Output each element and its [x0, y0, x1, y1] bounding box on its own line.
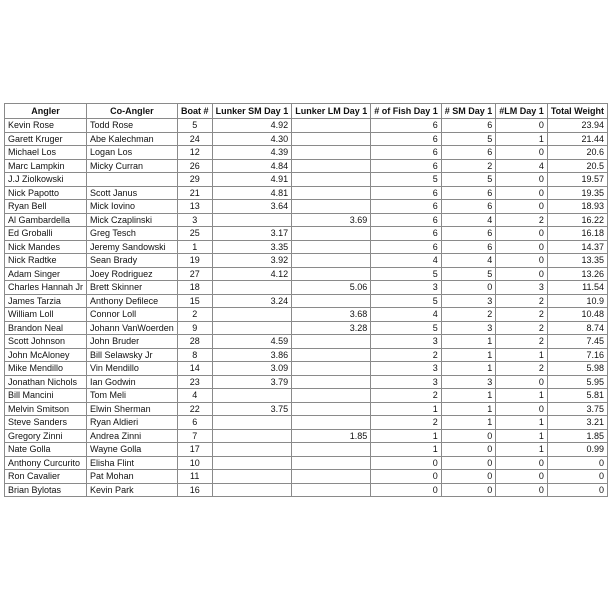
lunker-lm-cell — [292, 375, 371, 389]
co-angler-cell: Pat Mohan — [87, 470, 178, 484]
sm-count-cell: 0 — [441, 281, 496, 295]
co-angler-cell: Johann VanWoerden — [87, 321, 178, 335]
boat-cell: 28 — [177, 335, 212, 349]
total-weight-cell: 16.22 — [547, 213, 607, 227]
fish-count-cell: 2 — [371, 416, 442, 430]
results-table — [4, 103, 608, 497]
total-weight-cell: 3.75 — [547, 402, 607, 416]
sm-count-cell: 1 — [441, 416, 496, 430]
fish-count-cell: 0 — [371, 470, 442, 484]
angler-cell: Garett Kruger — [5, 132, 87, 146]
table-row — [5, 173, 608, 187]
total-weight-cell: 0 — [547, 470, 607, 484]
total-weight-cell: 10.48 — [547, 308, 607, 322]
lunker-sm-cell: 3.86 — [212, 348, 292, 362]
table-row — [5, 267, 608, 281]
lunker-lm-cell — [292, 227, 371, 241]
fish-count-cell: 0 — [371, 483, 442, 497]
total-weight-cell: 0.99 — [547, 443, 607, 457]
lm-count-cell: 0 — [496, 119, 548, 133]
total-weight-cell: 13.35 — [547, 254, 607, 268]
fish-count-cell: 4 — [371, 308, 442, 322]
lunker-lm-cell — [292, 362, 371, 376]
lunker-sm-cell: 4.91 — [212, 173, 292, 187]
lm-count-cell: 2 — [496, 321, 548, 335]
boat-cell: 2 — [177, 308, 212, 322]
lunker-sm-cell — [212, 483, 292, 497]
table-row — [5, 335, 608, 349]
fish-count-cell: 5 — [371, 321, 442, 335]
lm-count-cell: 1 — [496, 443, 548, 457]
angler-cell: Michael Los — [5, 146, 87, 160]
co-angler-cell: Greg Tesch — [87, 227, 178, 241]
angler-cell: Anthony Curcurito — [5, 456, 87, 470]
co-angler-cell: Brett Skinner — [87, 281, 178, 295]
sm-count-cell: 6 — [441, 200, 496, 214]
co-angler-cell: Elwin Sherman — [87, 402, 178, 416]
lunker-lm-cell — [292, 456, 371, 470]
sm-count-cell: 3 — [441, 375, 496, 389]
table-row — [5, 294, 608, 308]
total-weight-cell: 1.85 — [547, 429, 607, 443]
fish-count-cell: 6 — [371, 213, 442, 227]
lunker-lm-cell — [292, 443, 371, 457]
table-row — [5, 240, 608, 254]
table-row — [5, 429, 608, 443]
lm-count-cell: 1 — [496, 389, 548, 403]
header-total-weight: Total Weight — [547, 104, 607, 119]
boat-cell: 8 — [177, 348, 212, 362]
co-angler-cell: Kevin Park — [87, 483, 178, 497]
total-weight-cell: 5.98 — [547, 362, 607, 376]
fish-count-cell: 3 — [371, 335, 442, 349]
boat-cell: 5 — [177, 119, 212, 133]
co-angler-cell: Joey Rodriguez — [87, 267, 178, 281]
lunker-sm-cell — [212, 416, 292, 430]
lunker-sm-cell — [212, 456, 292, 470]
fish-count-cell: 6 — [371, 119, 442, 133]
sm-count-cell: 3 — [441, 294, 496, 308]
co-angler-cell: Micky Curran — [87, 159, 178, 173]
total-weight-cell: 5.95 — [547, 375, 607, 389]
boat-cell: 11 — [177, 470, 212, 484]
co-angler-cell: Bill Selawsky Jr — [87, 348, 178, 362]
fish-count-cell: 3 — [371, 375, 442, 389]
angler-cell: Scott Johnson — [5, 335, 87, 349]
lm-count-cell: 0 — [496, 227, 548, 241]
table-row — [5, 416, 608, 430]
angler-cell: Ron Cavalier — [5, 470, 87, 484]
sm-count-cell: 1 — [441, 362, 496, 376]
fish-count-cell: 6 — [371, 227, 442, 241]
lunker-sm-cell — [212, 281, 292, 295]
fish-count-cell: 1 — [371, 443, 442, 457]
lm-count-cell: 2 — [496, 213, 548, 227]
header-lunker-sm: Lunker SM Day 1 — [212, 104, 292, 119]
lunker-lm-cell — [292, 173, 371, 187]
angler-cell: Nick Radtke — [5, 254, 87, 268]
lm-count-cell: 2 — [496, 335, 548, 349]
lunker-lm-cell — [292, 240, 371, 254]
lunker-sm-cell — [212, 321, 292, 335]
angler-cell: Adam Singer — [5, 267, 87, 281]
co-angler-cell: Mick Czaplinski — [87, 213, 178, 227]
sm-count-cell: 0 — [441, 483, 496, 497]
angler-cell: Melvin Smitson — [5, 402, 87, 416]
boat-cell: 25 — [177, 227, 212, 241]
table-row — [5, 470, 608, 484]
lunker-sm-cell: 3.24 — [212, 294, 292, 308]
table-row — [5, 159, 608, 173]
lm-count-cell: 0 — [496, 186, 548, 200]
angler-cell: John McAloney — [5, 348, 87, 362]
boat-cell: 26 — [177, 159, 212, 173]
sm-count-cell: 4 — [441, 254, 496, 268]
total-weight-cell: 18.93 — [547, 200, 607, 214]
boat-cell: 14 — [177, 362, 212, 376]
boat-cell: 7 — [177, 429, 212, 443]
sm-count-cell: 0 — [441, 429, 496, 443]
lm-count-cell: 3 — [496, 281, 548, 295]
lunker-sm-cell: 3.17 — [212, 227, 292, 241]
boat-cell: 3 — [177, 213, 212, 227]
lm-count-cell: 0 — [496, 456, 548, 470]
lunker-sm-cell: 4.92 — [212, 119, 292, 133]
table-row — [5, 443, 608, 457]
table-row — [5, 146, 608, 160]
boat-cell: 13 — [177, 200, 212, 214]
table-row — [5, 281, 608, 295]
table-row — [5, 348, 608, 362]
total-weight-cell: 10.9 — [547, 294, 607, 308]
lm-count-cell: 1 — [496, 132, 548, 146]
total-weight-cell: 8.74 — [547, 321, 607, 335]
header-co-angler: Co-Angler — [87, 104, 178, 119]
boat-cell: 27 — [177, 267, 212, 281]
header-lm-count: #LM Day 1 — [496, 104, 548, 119]
lunker-lm-cell — [292, 294, 371, 308]
table-row — [5, 483, 608, 497]
table-row — [5, 321, 608, 335]
lm-count-cell: 0 — [496, 375, 548, 389]
lunker-sm-cell: 4.39 — [212, 146, 292, 160]
lunker-lm-cell — [292, 186, 371, 200]
lunker-lm-cell — [292, 159, 371, 173]
boat-cell: 19 — [177, 254, 212, 268]
fish-count-cell: 4 — [371, 254, 442, 268]
lm-count-cell: 0 — [496, 267, 548, 281]
angler-cell: Al Gambardella — [5, 213, 87, 227]
fish-count-cell: 5 — [371, 173, 442, 187]
boat-cell: 17 — [177, 443, 212, 457]
fish-count-cell: 2 — [371, 348, 442, 362]
lunker-sm-cell: 3.79 — [212, 375, 292, 389]
lunker-sm-cell — [212, 308, 292, 322]
sm-count-cell: 5 — [441, 267, 496, 281]
sm-count-cell: 1 — [441, 389, 496, 403]
lunker-sm-cell — [212, 470, 292, 484]
table-row — [5, 254, 608, 268]
lm-count-cell: 1 — [496, 348, 548, 362]
lm-count-cell: 0 — [496, 402, 548, 416]
angler-cell: Ryan Bell — [5, 200, 87, 214]
lunker-lm-cell: 3.69 — [292, 213, 371, 227]
total-weight-cell: 3.21 — [547, 416, 607, 430]
fish-count-cell: 5 — [371, 267, 442, 281]
lunker-sm-cell — [212, 443, 292, 457]
total-weight-cell: 7.16 — [547, 348, 607, 362]
co-angler-cell: Anthony Defilece — [87, 294, 178, 308]
header-angler: Angler — [5, 104, 87, 119]
co-angler-cell: Scott Janus — [87, 186, 178, 200]
sm-count-cell: 2 — [441, 159, 496, 173]
angler-cell: Gregory Zinni — [5, 429, 87, 443]
co-angler-cell: Todd Rose — [87, 119, 178, 133]
lunker-sm-cell — [212, 213, 292, 227]
lunker-lm-cell — [292, 119, 371, 133]
table-row — [5, 132, 608, 146]
lm-count-cell: 0 — [496, 240, 548, 254]
angler-cell: Jonathan Nichols — [5, 375, 87, 389]
table-row — [5, 362, 608, 376]
lm-count-cell: 4 — [496, 159, 548, 173]
lunker-lm-cell — [292, 483, 371, 497]
total-weight-cell: 21.44 — [547, 132, 607, 146]
lunker-lm-cell: 3.28 — [292, 321, 371, 335]
co-angler-cell: Ryan Aldieri — [87, 416, 178, 430]
lm-count-cell: 0 — [496, 200, 548, 214]
boat-cell: 29 — [177, 173, 212, 187]
fish-count-cell: 6 — [371, 159, 442, 173]
lunker-lm-cell — [292, 348, 371, 362]
co-angler-cell: Wayne Golla — [87, 443, 178, 457]
fish-count-cell: 6 — [371, 186, 442, 200]
sm-count-cell: 6 — [441, 119, 496, 133]
angler-cell: Steve Sanders — [5, 416, 87, 430]
co-angler-cell: John Bruder — [87, 335, 178, 349]
table-row — [5, 213, 608, 227]
angler-cell: J.J Ziolkowski — [5, 173, 87, 187]
angler-cell: Brandon Neal — [5, 321, 87, 335]
lunker-lm-cell: 3.68 — [292, 308, 371, 322]
lm-count-cell: 2 — [496, 308, 548, 322]
boat-cell: 9 — [177, 321, 212, 335]
fish-count-cell: 2 — [371, 389, 442, 403]
sm-count-cell: 5 — [441, 173, 496, 187]
lunker-lm-cell: 5.06 — [292, 281, 371, 295]
angler-cell: William Loll — [5, 308, 87, 322]
co-angler-cell: Abe Kalechman — [87, 132, 178, 146]
table-row — [5, 200, 608, 214]
co-angler-cell: Mick Iovino — [87, 200, 178, 214]
table-row — [5, 375, 608, 389]
boat-cell: 1 — [177, 240, 212, 254]
sm-count-cell: 6 — [441, 186, 496, 200]
total-weight-cell: 19.57 — [547, 173, 607, 187]
lunker-sm-cell: 4.59 — [212, 335, 292, 349]
results-sheet — [4, 103, 608, 497]
table-header-row — [5, 104, 608, 119]
table-body — [5, 119, 608, 497]
lunker-sm-cell: 4.84 — [212, 159, 292, 173]
lunker-lm-cell — [292, 389, 371, 403]
lm-count-cell: 2 — [496, 362, 548, 376]
total-weight-cell: 19.35 — [547, 186, 607, 200]
lunker-lm-cell — [292, 402, 371, 416]
lunker-lm-cell: 1.85 — [292, 429, 371, 443]
sm-count-cell: 1 — [441, 348, 496, 362]
lunker-sm-cell: 3.09 — [212, 362, 292, 376]
boat-cell: 18 — [177, 281, 212, 295]
sm-count-cell: 5 — [441, 132, 496, 146]
angler-cell: Brian Bylotas — [5, 483, 87, 497]
angler-cell: Bill Mancini — [5, 389, 87, 403]
table-row — [5, 402, 608, 416]
sm-count-cell: 0 — [441, 456, 496, 470]
lunker-lm-cell — [292, 335, 371, 349]
table-row — [5, 186, 608, 200]
total-weight-cell: 14.37 — [547, 240, 607, 254]
lm-count-cell: 1 — [496, 429, 548, 443]
lm-count-cell: 0 — [496, 483, 548, 497]
fish-count-cell: 6 — [371, 146, 442, 160]
co-angler-cell: Logan Los — [87, 146, 178, 160]
boat-cell: 21 — [177, 186, 212, 200]
sm-count-cell: 0 — [441, 443, 496, 457]
total-weight-cell: 7.45 — [547, 335, 607, 349]
co-angler-cell: Connor Loll — [87, 308, 178, 322]
table-row — [5, 119, 608, 133]
boat-cell: 10 — [177, 456, 212, 470]
fish-count-cell: 6 — [371, 240, 442, 254]
lm-count-cell: 0 — [496, 173, 548, 187]
angler-cell: Nick Papotto — [5, 186, 87, 200]
total-weight-cell: 23.94 — [547, 119, 607, 133]
table-row — [5, 389, 608, 403]
co-angler-cell: Ian Godwin — [87, 375, 178, 389]
lunker-lm-cell — [292, 146, 371, 160]
angler-cell: Kevin Rose — [5, 119, 87, 133]
lunker-lm-cell — [292, 200, 371, 214]
table-row — [5, 227, 608, 241]
fish-count-cell: 3 — [371, 362, 442, 376]
total-weight-cell: 0 — [547, 483, 607, 497]
boat-cell: 22 — [177, 402, 212, 416]
lunker-lm-cell — [292, 267, 371, 281]
sm-count-cell: 1 — [441, 335, 496, 349]
total-weight-cell: 11.54 — [547, 281, 607, 295]
lunker-sm-cell: 4.12 — [212, 267, 292, 281]
sm-count-cell: 3 — [441, 321, 496, 335]
lm-count-cell: 1 — [496, 416, 548, 430]
sm-count-cell: 6 — [441, 146, 496, 160]
co-angler-cell: Elisha Flint — [87, 456, 178, 470]
lunker-sm-cell: 3.92 — [212, 254, 292, 268]
lunker-sm-cell — [212, 389, 292, 403]
fish-count-cell: 0 — [371, 456, 442, 470]
sm-count-cell: 0 — [441, 470, 496, 484]
lunker-lm-cell — [292, 254, 371, 268]
co-angler-cell — [87, 173, 178, 187]
total-weight-cell: 13.26 — [547, 267, 607, 281]
header-fish-count: # of Fish Day 1 — [371, 104, 442, 119]
total-weight-cell: 20.6 — [547, 146, 607, 160]
angler-cell: Charles Hannah Jr — [5, 281, 87, 295]
boat-cell: 24 — [177, 132, 212, 146]
sm-count-cell: 2 — [441, 308, 496, 322]
co-angler-cell: Vin Mendillo — [87, 362, 178, 376]
header-sm-count: # SM Day 1 — [441, 104, 496, 119]
fish-count-cell: 3 — [371, 281, 442, 295]
lunker-lm-cell — [292, 416, 371, 430]
boat-cell: 4 — [177, 389, 212, 403]
fish-count-cell: 5 — [371, 294, 442, 308]
boat-cell: 16 — [177, 483, 212, 497]
lm-count-cell: 2 — [496, 294, 548, 308]
boat-cell: 6 — [177, 416, 212, 430]
total-weight-cell: 0 — [547, 456, 607, 470]
boat-cell: 23 — [177, 375, 212, 389]
lunker-sm-cell: 3.35 — [212, 240, 292, 254]
total-weight-cell: 5.81 — [547, 389, 607, 403]
lunker-sm-cell: 3.75 — [212, 402, 292, 416]
lunker-lm-cell — [292, 470, 371, 484]
table-row — [5, 308, 608, 322]
lunker-lm-cell — [292, 132, 371, 146]
lm-count-cell: 0 — [496, 254, 548, 268]
header-boat: Boat # — [177, 104, 212, 119]
co-angler-cell: Jeremy Sandowski — [87, 240, 178, 254]
co-angler-cell: Tom Meli — [87, 389, 178, 403]
fish-count-cell: 1 — [371, 402, 442, 416]
boat-cell: 12 — [177, 146, 212, 160]
total-weight-cell: 20.5 — [547, 159, 607, 173]
angler-cell: Nate Golla — [5, 443, 87, 457]
lm-count-cell: 0 — [496, 146, 548, 160]
sm-count-cell: 6 — [441, 240, 496, 254]
total-weight-cell: 16.18 — [547, 227, 607, 241]
angler-cell: Marc Lampkin — [5, 159, 87, 173]
lunker-sm-cell: 4.30 — [212, 132, 292, 146]
fish-count-cell: 6 — [371, 132, 442, 146]
sm-count-cell: 6 — [441, 227, 496, 241]
lm-count-cell: 0 — [496, 470, 548, 484]
fish-count-cell: 1 — [371, 429, 442, 443]
co-angler-cell: Andrea Zinni — [87, 429, 178, 443]
angler-cell: Ed Groballi — [5, 227, 87, 241]
table-row — [5, 456, 608, 470]
angler-cell: Nick Mandes — [5, 240, 87, 254]
fish-count-cell: 6 — [371, 200, 442, 214]
angler-cell: Mike Mendillo — [5, 362, 87, 376]
sm-count-cell: 4 — [441, 213, 496, 227]
lunker-sm-cell — [212, 429, 292, 443]
sm-count-cell: 1 — [441, 402, 496, 416]
lunker-sm-cell: 3.64 — [212, 200, 292, 214]
boat-cell: 15 — [177, 294, 212, 308]
co-angler-cell: Sean Brady — [87, 254, 178, 268]
header-lunker-lm: Lunker LM Day 1 — [292, 104, 371, 119]
lunker-sm-cell: 4.81 — [212, 186, 292, 200]
angler-cell: James Tarzia — [5, 294, 87, 308]
